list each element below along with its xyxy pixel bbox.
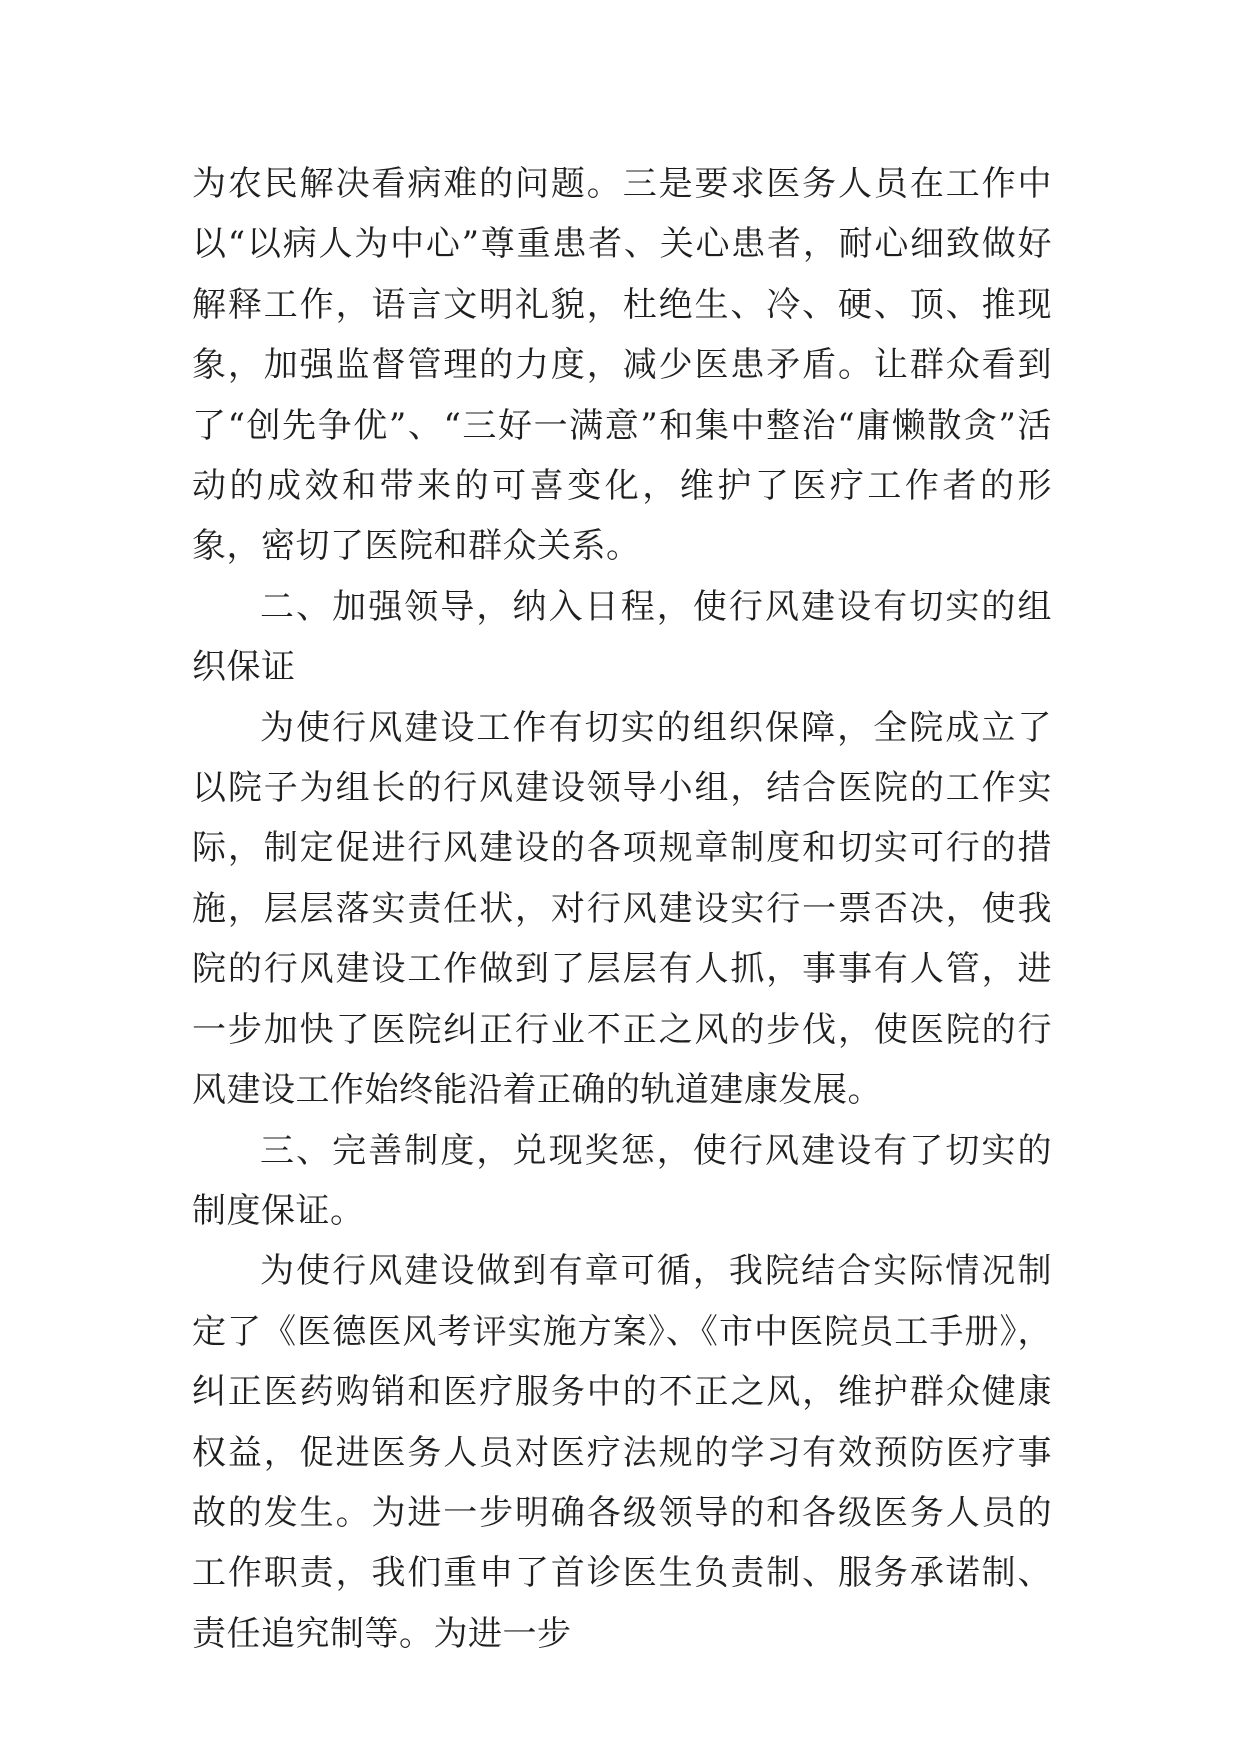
section-heading-3: 三、完善制度，兑现奖惩，使行风建设有了切实的制度保证。 xyxy=(192,1130,1052,1231)
paragraph-continuation: 为农民解决看病难的问题。三是要求医务人员在工作中以“以病人为中心”尊重患者、关心患者，耐心细致做好解释工作，语言文明礼貌，杜绝生、冷、硬、顶、推现象，加强监督管理的力度，减少医患矛盾。让群众看到了“创先争优”、“三好一满意”和集中整治“庸懒散贪”活动的成效和带来的可喜变化，维护了医疗工作者的形象，密切了医院和群众关系。 xyxy=(192,164,1052,567)
document-body xyxy=(192,154,1052,1664)
paragraph-section-2-body: 为使行风建设工作有切实的组织保障，全院成立了以院子为组长的行风建设领导小组，结合医院的工作实际，制定促进行风建设的各项规章制度和切实可行的措施，层层落实责任状，对行风建设实行一票否决，使我院的行风建设工作做到了层层有人抓，事事有人管，进一步加快了医院纠正行业不正之风的步伐，使医院的行风建设工作始终能沿着正确的轨道建康发展。 xyxy=(192,707,1052,1111)
section-heading-2: 二、加强领导，纳入日程，使行风建设有切实的组织保证 xyxy=(192,586,1052,688)
paragraph-section-3-body: 为使行风建设做到有章可循，我院结合实际情况制定了《医德医风考评实施方案》、《市中医院员工手册》，纠正医药购销和医疗服务中的不正之风，维护群众健康权益，促进医务人员对医疗法规的学习有效预防医疗事故的发生。为进一步明确各级领导的和各级医务人员的工作职责，我们重申了首诊医生负责制、服务承诺制、责任追究制等。为进一步 xyxy=(192,1251,1052,1654)
